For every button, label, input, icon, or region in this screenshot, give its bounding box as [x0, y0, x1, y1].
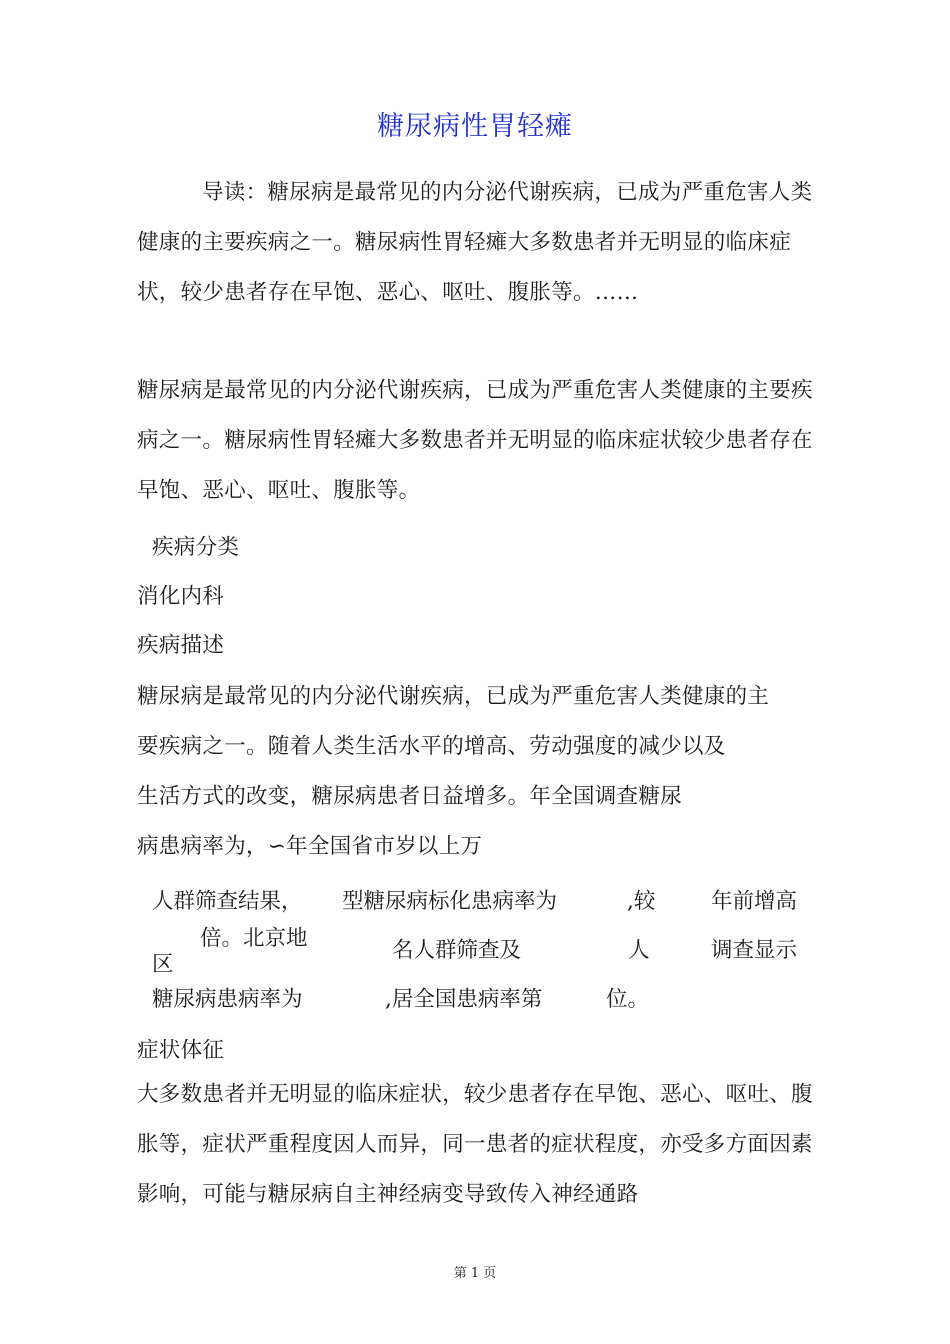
heading-category: 疾病分类 [152, 535, 240, 560]
intro-paragraph: 导读：糖尿病是最常见的内分泌代谢疾病，已成为严重危害人类健康的主要疾病之一。糖尿病性胃轻瘫大多数患者并无明显的临床症状，较少患者存在早饱、恶心、呕吐、腹胀等。…… [137, 180, 813, 305]
table-cell: ,居全国患病率第 [385, 987, 543, 1012]
heading-description: 疾病描述 [137, 633, 225, 658]
table-cell: 名人群筛查及 [392, 938, 522, 963]
table-cell: ,较 [627, 889, 656, 914]
table-cell: 调查显示 [711, 938, 798, 963]
heading-symptoms: 症状体征 [137, 1038, 225, 1063]
table-cell: 糖尿病患病率为 [152, 987, 303, 1012]
table-cell: 年前增高 [711, 889, 798, 914]
table-cell: 人群筛查结果， [152, 889, 303, 914]
page-number: 第 1 页 [453, 1266, 497, 1281]
table-cell: 倍。北京地 [200, 926, 308, 951]
document-title: 糖尿病性胃轻瘫 [377, 111, 573, 142]
table-cell: 位。 [606, 987, 650, 1012]
paragraph-overview: 糖尿病是最常见的内分泌代谢疾病，已成为严重危害人类健康的主要疾病之一。糖尿病性胃轻瘫大多数患者并无明显的临床症状较少患者存在早饱、恶心、呕吐、腹胀等。 [137, 378, 813, 503]
table-cell: 型糖尿病标化患病率为 [342, 889, 558, 914]
description-line: 生活方式的改变，糖尿病患者日益增多。年全国调查糖尿 [137, 784, 683, 809]
description-line: 要疾病之一。随着人类生活水平的增高、劳动强度的减少以及 [137, 734, 726, 759]
symptoms-paragraph: 大多数患者并无明显的临床症状，较少患者存在早饱、恶心、呕吐、腹胀等，症状严重程度因人而异，同一患者的症状程度，亦受多方面因素影响，可能与糖尿病自主神经病变导致传入神经通路 [137, 1082, 813, 1207]
description-line: 病患病率为，∽年全国省市岁以上万 [137, 834, 483, 859]
description-line: 糖尿病是最常见的内分泌代谢疾病，已成为严重危害人类健康的主 [137, 684, 770, 709]
table-cell: 人 [628, 938, 650, 963]
table-cell: 区 [152, 952, 174, 977]
category-value: 消化内科 [137, 584, 225, 609]
